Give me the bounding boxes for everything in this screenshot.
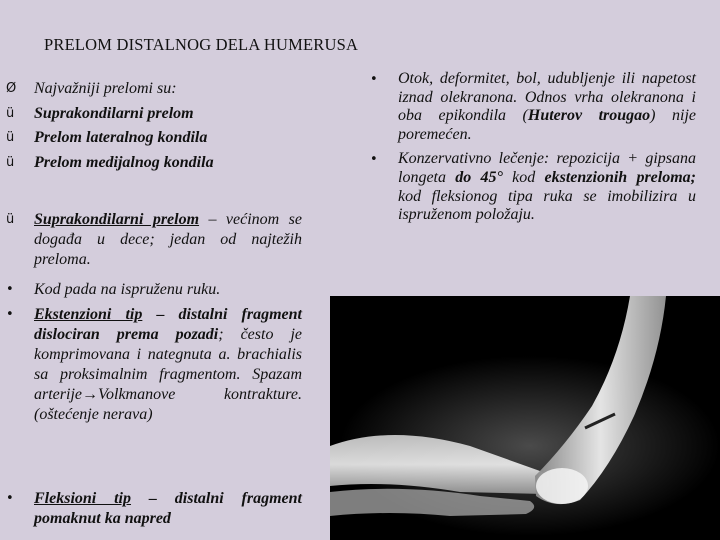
extension-text	[34, 305, 302, 425]
list-item-intro	[6, 79, 302, 99]
symptoms-body: Otok, deformitet, bol, udubljenje ili napetost iznad olekranona. Odnos vrha olekranona i oba epikondila (	[398, 70, 696, 125]
check-bullet-icon: ü	[6, 106, 15, 121]
extension-emphasis: – distalni fragment dislociran prema pozadi	[34, 306, 303, 343]
dot-bullet-icon: •	[6, 282, 14, 297]
elbow-xray-image	[330, 296, 720, 540]
page-title: PRELOM DISTALNOG DELA HUMERUSA	[44, 35, 359, 54]
supra-heading: Suprakondilarni prelom	[34, 211, 200, 228]
treatment-text	[398, 150, 696, 224]
dot-bullet-icon: •	[6, 307, 14, 322]
check-bullet-icon: ü	[6, 212, 15, 227]
flexion-body: – distalni fragment pomaknut ka napred	[34, 490, 303, 527]
right-column	[370, 70, 696, 225]
distal-humerus-condyle	[536, 468, 588, 504]
check-bullet-icon: ü	[6, 155, 15, 170]
arrow-bullet-icon: Ø	[6, 81, 17, 96]
list-item-treatment	[370, 150, 696, 224]
list-item-type	[6, 104, 302, 124]
extension-term: ekstenzionih preloma;	[544, 168, 696, 186]
intro-text: Najvažniji prelomi su:	[34, 80, 177, 97]
list-item-supra	[6, 210, 302, 270]
list-item-type	[6, 153, 302, 173]
symptoms-text	[398, 70, 696, 144]
angle-term: do 45°	[455, 168, 503, 186]
treatment-tail: kod fleksionog tipa ruka se imobilizira u ispruženom položaju.	[398, 187, 696, 224]
treatment-mid: kod	[502, 168, 545, 186]
dot-bullet-icon: •	[370, 152, 378, 168]
supra-body: – većinom se događa u dece; jedan od najtežih preloma.	[34, 211, 302, 268]
treatment-body: Konzervativno lečenje: repozicija + gipsana longeta	[398, 150, 696, 186]
flexion-text	[34, 489, 302, 529]
list-item-extension	[6, 305, 302, 425]
dot-bullet-icon: •	[370, 72, 378, 87]
type-text: Prelom lateralnog kondila	[34, 129, 208, 146]
extension-heading: Ekstenzioni tip	[34, 306, 143, 323]
check-bullet-icon: ü	[6, 130, 15, 145]
list-item-type	[6, 128, 302, 148]
huter-term: Huterov trougao	[527, 107, 651, 125]
extension-body: ; često je komprimovana i nategnuta a. brachialis sa proksimalnim fragmentom. Spazam arterije→Volkmanove kontrakture. (oštećenje nerava)	[34, 326, 303, 423]
type-text: Suprakondilarni prelom	[34, 105, 194, 122]
symptoms-tail: ) nije poremećen.	[398, 107, 696, 143]
supra-text	[34, 210, 302, 270]
fall-text: Kod pada na ispruženu ruku.	[34, 281, 221, 298]
flexion-heading: Fleksioni tip	[34, 490, 132, 507]
xray-graphic	[330, 296, 720, 540]
list-item-symptoms	[370, 70, 696, 144]
type-text: Prelom medijalnog kondila	[34, 154, 214, 171]
dot-bullet-icon: •	[6, 491, 14, 506]
list-item-fall	[6, 280, 302, 300]
list-item-flexion	[6, 489, 302, 529]
